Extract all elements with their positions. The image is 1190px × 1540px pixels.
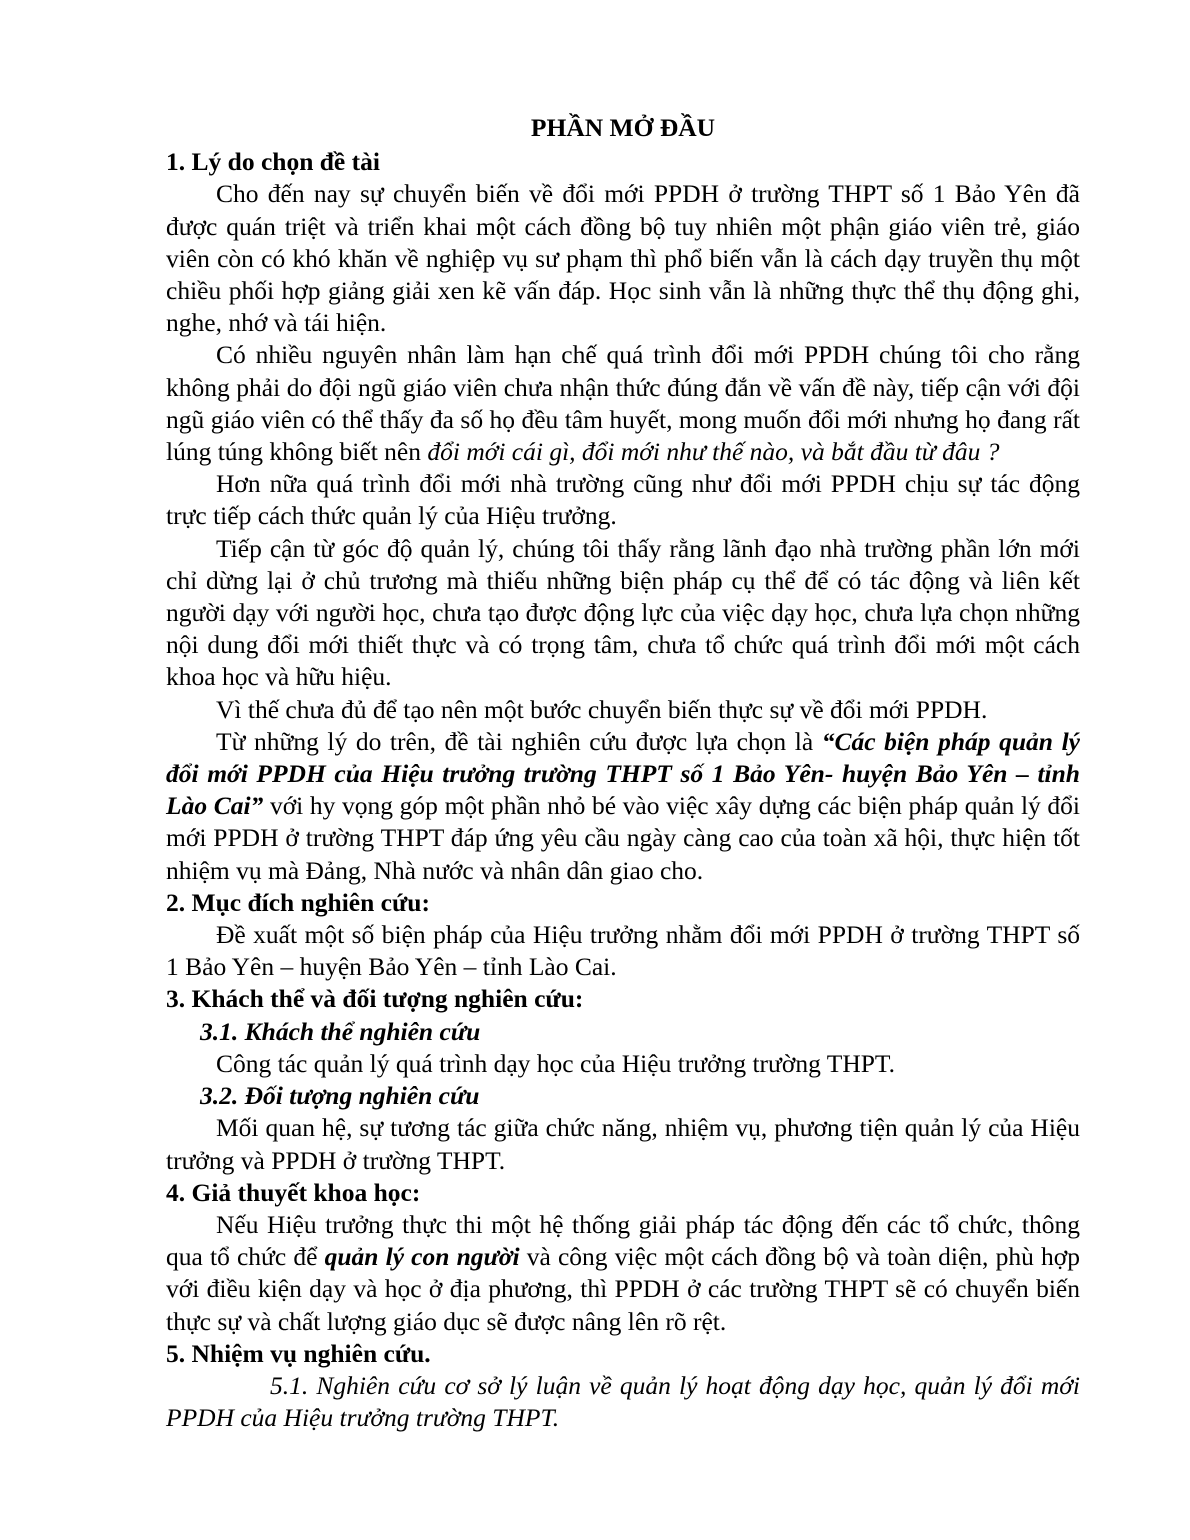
section-5-1-paragraph: 5.1. Nghiên cứu cơ sở lý luận về quản lý hoạt động dạy học, quản lý đổi mới PPDH của Hiệu trưởng trường THPT. (166, 1370, 1080, 1433)
section-1-paragraph-3: Hơn nữa quá trình đổi mới nhà trường cũng như đổi mới PPDH chịu sự tác động trực tiếp cách thức quản lý của Hiệu trưởng. (166, 469, 1080, 531)
paragraph-text: và công việc một cách đồng bộ và toàn diện, phù hợp với điều kiện dạy và học ở địa phương, thì PPDH ở các trường THPT sẽ có chuyển biến thực sự và chất lượng giáo dục sẽ được nâng lên rõ rệt. (166, 1242, 1080, 1336)
emphasis-text: quản lý con người (324, 1242, 520, 1272)
section-5-heading: 5. Nhiệm vụ nghiên cứu. (166, 1338, 431, 1368)
italic-question: đổi mới cái gì, đổi mới như thế nào, và bắt đầu từ đâu ? (427, 437, 1000, 467)
section-1-paragraph-5: Vì thế chưa đủ để tạo nên một bước chuyển biến thực sự về đổi mới PPDH. (216, 694, 988, 724)
section-2-paragraph-1: Đề xuất một số biện pháp của Hiệu trưởng nhằm đổi mới PPDH ở trường THPT số 1 Bảo Yên – huyện Bảo Yên – tỉnh Lào Cai. (166, 920, 1080, 982)
section-1-paragraph-6 (166, 726, 1080, 887)
section-2-heading: 2. Mục đích nghiên cứu: (166, 887, 430, 917)
paragraph-text: Từ những lý do trên, đề tài nghiên cứu được lựa chọn là (216, 726, 822, 756)
thesis-title: “Các biện pháp quản lý đổi mới PPDH của Hiệu trưởng trường THPT số 1 Bảo Yên- huyện Bảo Yên – tỉnh Lào Cai” (166, 726, 1080, 821)
section-3-1-paragraph: Công tác quản lý quá trình dạy học của Hiệu trưởng trường THPT. (216, 1048, 895, 1078)
page-title: PHẦN MỞ ĐẦU (530, 113, 716, 142)
paragraph-text: Nếu Hiệu trưởng thực thi một hệ thống giải pháp tác động đến các tổ chức, thông qua tổ chức để (166, 1209, 1080, 1272)
paragraph-text: Có nhiều nguyên nhân làm hạn chế quá trình đổi mới PPDH chúng tôi cho rằng không phải do đội ngũ giáo viên chưa nhận thức đúng đắn về vấn đề này, tiếp cận với đội ngũ giáo viên có thể thấy đa số họ đều tâm huyết, mong muốn đổi mới nhưng họ đang rất lúng túng không biết nên (166, 340, 1080, 467)
section-1-paragraph-2 (166, 339, 1080, 468)
section-1-heading: 1. Lý do chọn đề tài (166, 147, 380, 177)
section-4-heading: 4. Giả thuyết khoa học: (166, 1177, 421, 1207)
section-3-2-heading: 3.2. Đối tượng nghiên cứu (200, 1081, 480, 1111)
section-4-paragraph-1 (166, 1209, 1080, 1338)
section-3-1-heading: 3.1. Khách thể nghiên cứu (200, 1016, 481, 1046)
section-3-heading: 3. Khách thể và đối tượng nghiên cứu: (166, 984, 584, 1014)
section-1-paragraph-4: Tiếp cận từ góc độ quản lý, chúng tôi thấy rằng lãnh đạo nhà trường phần lớn mới chỉ dừng lại ở chủ trương mà thiếu những biện pháp cụ thể để có tác động và liên kết người dạy với người học, chưa tạo được động lực của việc dạy học, chưa lựa chọn những nội dung đổi mới thiết thực và có trọng tâm, chưa tổ chức quá trình đổi mới một cách khoa học và hữu hiệu. (166, 533, 1080, 692)
section-3-2-paragraph: Mối quan hệ, sự tương tác giữa chức năng, nhiệm vụ, phương tiện quản lý của Hiệu trưởng và PPDH ở trường THPT. (166, 1113, 1080, 1175)
section-1-paragraph-1: Cho đến nay sự chuyển biến về đổi mới PPDH ở trường THPT số 1 Bảo Yên đã được quán triệt và triển khai một cách đồng bộ tuy nhiên một phận giáo viên trẻ, giáo viên còn có khó khăn về nghiệp vụ sư phạm thì phổ biến vẫn là cách dạy truyền thụ một chiều phối hợp giảng giải xen kẽ vấn đáp. Học sinh vẫn là những thực thể thụ động ghi, nghe, nhớ và tái hiện. (166, 179, 1080, 338)
paragraph-text: với hy vọng góp một phần nhỏ bé vào việc xây dựng các biện pháp quản lý đổi mới PPDH ở trường THPT đáp ứng yêu cầu ngày càng cao của toàn xã hội, thực hiện tốt nhiệm vụ mà Đảng, Nhà nước và nhân dân giao cho. (166, 791, 1081, 885)
